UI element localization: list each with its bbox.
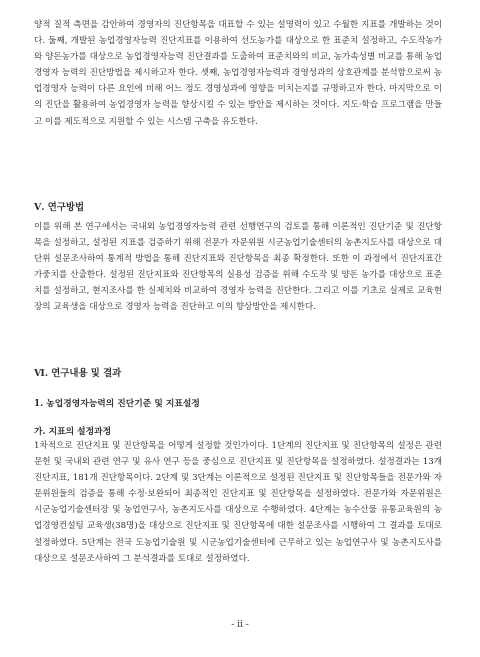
process-paragraph: 1차적으로 진단지표 및 진단항목을 어떻게 설정할 것인가이다. 1단계의 진단지표 및 진단항목의 설정은 관련문헌 및 국내외 관련 연구 및 유사 연구 등을 중심으로 진단지표 및 진단항목을 설정하였다. 설정결과는 13개 진단지표, 181개 진단항목이다. 2단계 및 3단계는 이론적으로 설정된 진단지표 및 진단항목들을 전문가와 자문위원들의 검증을 통해 수정·보완되어 최종적인 진단지표 및 진단항목을 설정하였다. 전문가와 자문위원은 시군농업기술센터장 및 농업연구사, 농촌지도사를 대상으로 수행하였다. 4단계는 농수산물 유통교육원의 농업경영컨설팅 교육생(38명)을 대상으로 진단지표 및 진단항목에 대한 설문조사를 시행하여 그 결과를 토대로 설정하였다. 5단계는 전국 도농업기술원 및 시군농업기술센터에 근무하고 있는 농업연구사 및 농촌지도사를 대상으로 설문조사하여 그 분석결과를 토대로 설정하였다. (34, 441, 442, 564)
intro-paragraph: 양적 질적 측면을 감안하여 경영자의 진단항목을 대표할 수 있는 설명력이 있고 수월한 지표를 개발하는 것이다. 둘째, 개발된 농업경영자능력 진단지표를 이용하여 선도농가를 대상으로 한 표준치 설정하고, 수도작농가와 양돈농가를 대상으로 농업경영자능력 진단결과를 도출하여 표준치와의 비교, 농가속성별 비교를 통해 농업경영자 능력의 진단방법을 제시하고자 한다. 셋째, 농업경영자능력과 경영성과의 상호관계를 분석함으로써 농업경영자 능력이 다른 요인에 비해 어느 정도 경영성과에 영향을 미치는지를 규명하고자 한다. 마지막으로 이의 진단을 활용하여 농업경영자 능력을 향상시킬 수 있는 방안을 제시하는 것이다. 지도·학습 프로그램을 만들고 이를 제도적으로 지원할 수 있는 시스템 구축을 유도한다. (34, 20, 442, 127)
method-paragraph: 이를 위해 본 연구에서는 국내외 농업경영자능력 관련 선행연구의 검토를 통해 이론적인 진단기준 및 진단항목을 설정하고, 설정된 지표를 검증하기 위해 전문가 자문위원 시군농업기술센터의 농촌지도사를 대상으로 대단위 설문조사하여 통계적 방법을 통해 진단지표와 진단항목을 최종 확정한다. 또한 이 과정에서 진단지표간 가중치를 산출한다. 설정된 진단지표와 진단항목의 실용성 검증을 위해 수도작 및 양돈 농가를 대상으로 표준치를 설정하고, 현지조사를 한 실제치와 비교하여 경영자 능력을 진단한다. 그리고 이를 기초로 실제로 교육현장의 교육생을 대상으로 경영자 능력을 진단하고 이의 향상방안을 제시한다. (34, 222, 442, 313)
section-heading-results: Ⅵ. 연구내용 및 결과 (34, 368, 122, 379)
page-number: - ii - (231, 620, 249, 630)
section-heading-method: Ⅴ. 연구방법 (34, 202, 85, 213)
subsection-heading-process: 가. 지표의 설정과정 (34, 427, 112, 437)
subsection-heading-criteria: 1. 농업경영자능력의 진단기준 및 지표설정 (34, 399, 200, 409)
